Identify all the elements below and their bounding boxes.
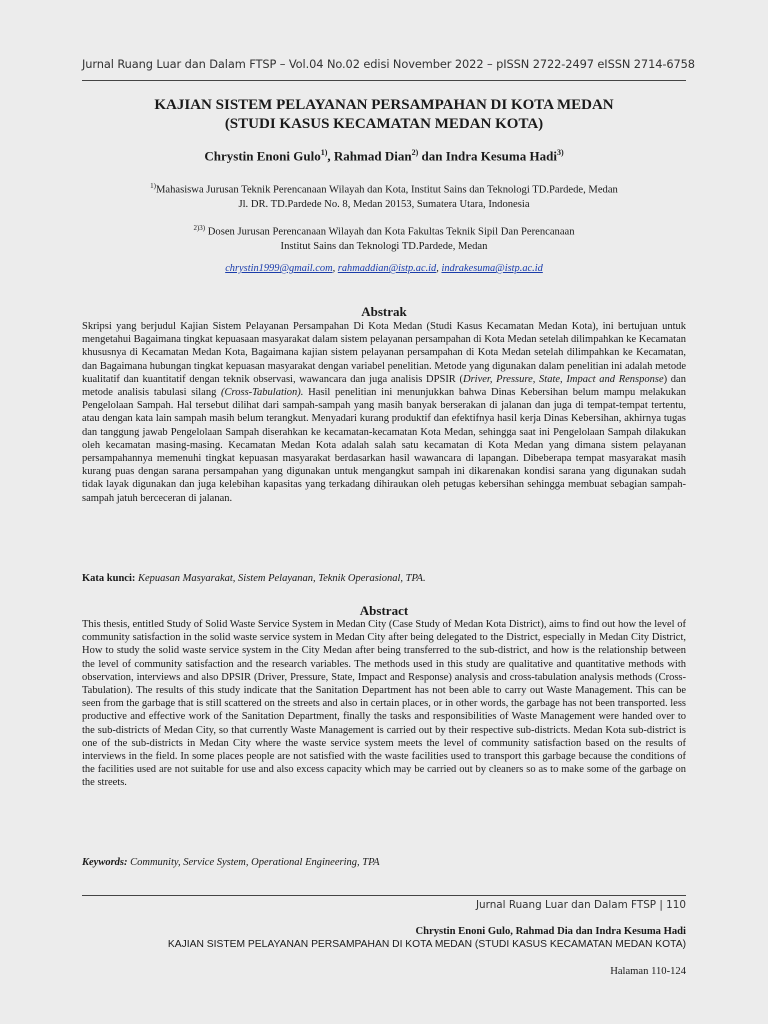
author-2-marker: 2)	[411, 148, 419, 157]
affiliation-2	[82, 221, 686, 254]
abstrak-text-part-3: Hasil penelitian ini menunjukkan bahwa Dinas Kebersihan belum mampu melakukan Pengelolaan Sampah. Hal tersebut dilihat dari sampah-sampah yang masih banyak berserakan di jalanan dan juga di tempat-tempat tertentu, atau dengan kata lain sampah masih belum terangkut. Menyadari kurang produktif dan efektifnya hasil kerja Dinas Kebersihan, akhirnya tugas dan tanggung jawab Pengelolaan Sampah diserahkan ke kecamatan-kecamatan Kota Medan, sehingga saat ini Pengelolaan Sampah dilakukan oleh kecamatan masing-masing. Kecamatan Medan Kota adalah salah satu kecamatan di Kota Medan yang dimana sistem pelayanan persampahannya memenuhi tingkat kepuasan masyarakat berdasarkan hasil wawancara di lapangan. Dibeberapa tempat masyarakat masih kurang puas dengan sarana persampahan yang digunakan untuk mengangkut sampah ini dikarenakan kondisi sarana yang digunakan sudah tidak layak digunakan dan juga kelebihan kapasitas yang terkadang dihiraukan oleh petugas kebersihan sehingga membuat sebagian sampah-sampah jatuh berceceran di jalanan.	[82, 387, 686, 504]
title-line-2: (STUDI KASUS KECAMATAN MEDAN KOTA)	[224, 116, 544, 132]
abstrak-text	[82, 320, 686, 505]
author-1: Chrystin Enoni Gulo	[204, 148, 321, 164]
footer-journal: Jurnal Ruang Luar dan Dalam FTSP | 110	[475, 899, 686, 911]
running-header: Jurnal Ruang Luar dan Dalam FTSP – Vol.04 No.02 edisi November 2022 – pISSN 2722-2497 eISSN 2714-6758	[82, 57, 695, 71]
affiliation-2-line-2: Institut Sains dan Teknologi TD.Pardede, Medan	[280, 240, 488, 252]
author-list	[82, 148, 686, 164]
author-1-marker: 1)	[320, 148, 328, 157]
email-link-1[interactable]: chrystin1999@gmail.com	[225, 263, 333, 274]
title-line-1: KAJIAN SISTEM PELAYANAN PERSAMPAHAN DI KOTA MEDAN	[154, 97, 614, 113]
footer-authors: Chrystin Enoni Gulo, Rahmad Dia dan Indra Kesuma Hadi	[415, 926, 686, 937]
abstrak-text-part-2: ) dan metode analisis tabulasi silang	[82, 373, 686, 399]
author-3: dan Indra Kesuma Hadi	[418, 148, 557, 164]
abstrak-heading: Abstrak	[361, 304, 407, 319]
abstrak-text-part-1: Skripsi yang berjudul Kajian Sistem Pelayanan Persampahan Di Kota Medan (Studi Kasus Kecamatan Medan Kota), ini bertujuan untuk mengetahui Bagaimana tingkat kepuasaan masyarakat dalam sistem pelayanan persampahan di Kota Medan setelah dilimpahkan ke Kecamatan khususnya di Kecamatan Medan Kota, Bagaimana kajian sistem pelayanan persampahan di Kota Medan setelah dilimpahkan ke Kecamatan, dan Bagaimana hubungan tingkat kepuasan masyarakat dengan variabel penelitian. Metode yang digunakan dalam penelitian ini adalah metode kualitatif dan kuantitatif dengan teknik observasi, wawancara dan juga analisis DPSIR (	[82, 321, 686, 385]
kata-kunci-text: Kepuasan Masyarakat, Sistem Pelayanan, Teknik Operasional, TPA.	[138, 573, 426, 584]
abstract-text: This thesis, entitled Study of Solid Waste Service System in Medan City (Case Study of Medan Kota District), aims to find out how the level of community satisfaction in the solid waste service system in Medan City after being delegated to the District, especially in Medan City District, How to study the solid waste service system in the City Medan after being transferred to the sub-district, and how is the relationship between the level of community satisfaction and the research variables. The methods used in this study are qualitative and quantitative methods with observation, interviews and also DPSIR (Driver, Pressure, State, Impact and Response) analysis and cross-tabulation analysis methods (Cross-Tabulation). The results of this study indicate that the Sanitation Department has not been able to carry out Waste Management. This can be seen from the garbage that is still scattered on the streets and also in certain places, or in other words, the garbage has not been transported. less productive and effective work of the Sanitation Department, finally the tasks and responsibilities of Waste Management were handed over to the sub-districts of Medan City, so that currently Waste Management is carried out by their respective sub-districts. Medan Kota sub-district is one of the sub-districts in Medan City where the waste service system meets the level of community satisfaction based on the results of interviews in the field. In some places people are not satisfied with the waste facilities used to transport this garbage because the conditions of the facilities used are not suitable for use and also excess capacity which may be carried out by cleaners so as to make some of the garbage on the streets.	[82, 619, 686, 789]
affiliation-1-line-1: Mahasiswa Jurusan Teknik Perencanaan Wilayah dan Kota, Institut Sains dan Teknologi TD.Pardede, Medan	[155, 184, 618, 196]
keywords	[82, 857, 686, 868]
kata-kunci-label: Kata kunci:	[82, 573, 136, 584]
affiliation-1	[82, 179, 686, 212]
kata-kunci	[82, 573, 686, 584]
affiliation-1-marker: 1)	[150, 182, 156, 190]
abstract-heading: Abstract	[359, 603, 409, 618]
affiliation-2-marker: 2)3)	[193, 224, 206, 232]
author-3-marker: 3)	[556, 148, 564, 157]
paper-title	[82, 96, 686, 134]
abstrak-text-italic-1: Driver, Pressure, State, Impact and Rensponse	[463, 373, 664, 385]
email-list: chrystin1999@gmail.com, rahmaddian@istp.ac.id, indrakesuma@istp.ac.id	[225, 263, 543, 274]
author-2: , Rahmad Dian	[327, 148, 412, 164]
footer-divider	[82, 895, 686, 896]
affiliation-2-line-1: Dosen Jurusan Perencanaan Wilayah dan Kota Fakultas Teknik Sipil Dan Perencanaan	[205, 226, 575, 238]
abstrak-text-italic-2: (Cross-Tabulation).	[221, 387, 304, 399]
email-link-3[interactable]: indrakesuma@istp.ac.id	[441, 263, 543, 274]
email-link-2[interactable]: rahmaddian@istp.ac.id	[337, 263, 437, 274]
affiliation-1-line-2: Jl. DR. TD.Pardede No. 8, Medan 20153, Sumatera Utara, Indonesia	[238, 198, 530, 210]
header-divider	[82, 80, 686, 81]
keywords-label: Keywords:	[82, 857, 128, 868]
footer-page-range: Halaman 110-124	[610, 966, 686, 977]
keywords-text: Community, Service System, Operational Engineering, TPA	[130, 857, 380, 868]
footer-title: KAJIAN SISTEM PELAYANAN PERSAMPAHAN DI KOTA MEDAN (STUDI KASUS KECAMATAN MEDAN KOTA)	[167, 939, 686, 950]
